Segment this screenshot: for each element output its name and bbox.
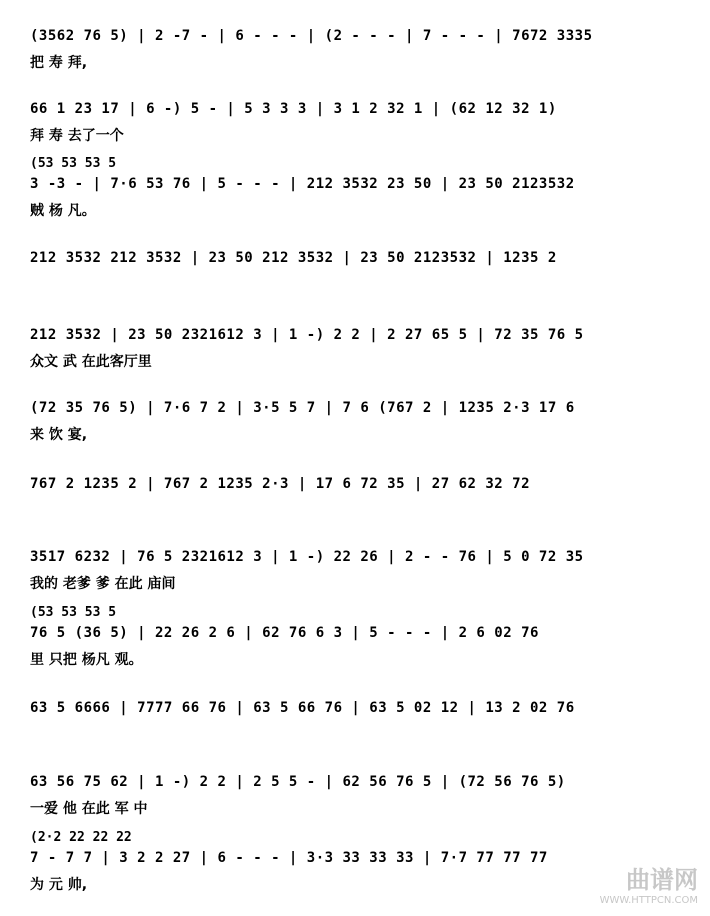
watermark-url: WWW.HTTPCN.COM: [599, 895, 698, 906]
notation-line: (72 35 76 5) | 7·6 7 2 | 3·5 5 7 | 7 6 (767 2 | 1235 2·3 17 6: [30, 400, 575, 416]
watermark-logo: 曲谱网: [626, 866, 698, 894]
lyrics-line: 一爱 他 在此 军 中: [30, 801, 148, 817]
lyrics-line: 来 饮 宴,: [30, 427, 88, 443]
notation-line: 7 - 7 7 | 3 2 2 27 | 6 - - - | 3·3 33 33 33 | 7·7 77 77 77: [30, 850, 548, 866]
lyrics-line: 我的 老爹 爹 在此 庙间: [30, 576, 176, 592]
lyrics-line: 拜 寿 去了一个: [30, 128, 124, 144]
lyrics-line: 为 元 帅,: [30, 877, 88, 893]
notation-line: 3517 6232 | 76 5 2321612 3 | 1 -) 22 26 | 2 - - 76 | 5 0 72 35: [30, 549, 584, 565]
notation-line: 767 2 1235 2 | 767 2 1235 2·3 | 17 6 72 35 | 27 62 32 72: [30, 476, 531, 492]
notation-line: 3 -3 - | 7·6 53 76 | 5 - - - | 212 3532 23 50 | 23 50 2123532: [30, 176, 575, 192]
cue-notation: (53 53 53 5: [30, 156, 117, 171]
notation-line: 63 5 6666 | 7777 66 76 | 63 5 66 76 | 63 5 02 12 | 13 2 02 76: [30, 700, 575, 716]
lyrics-line: 里 只把 杨凡 观。: [30, 652, 143, 668]
cue-notation: (2·2 22 22 22: [30, 830, 132, 845]
lyrics-line: 众文 武 在此客厅里: [30, 354, 152, 370]
notation-line: 66 1 23 17 | 6 -) 5 - | 5 3 3 3 | 3 1 2 32 1 | (62 12 32 1): [30, 101, 557, 117]
watermark: [600, 860, 698, 906]
notation-line: 212 3532 212 3532 | 23 50 212 3532 | 23 50 2123532 | 1235 2: [30, 250, 557, 266]
lyrics-line: 把 寿 拜,: [30, 55, 88, 71]
notation-line: 76 5 (36 5) | 22 26 2 6 | 62 76 6 3 | 5 - - - | 2 6 02 76: [30, 625, 539, 641]
notation-line: 212 3532 | 23 50 2321612 3 | 1 -) 2 2 | 2 27 65 5 | 72 35 76 5: [30, 327, 584, 343]
cue-notation: (53 53 53 5: [30, 605, 117, 620]
lyrics-line: 贼 杨 凡。: [30, 203, 96, 219]
notation-line: 63 56 75 62 | 1 -) 2 2 | 2 5 5 - | 62 56 76 5 | (72 56 76 5): [30, 774, 566, 790]
notation-line: (3562 76 5) | 2 -7 - | 6 - - - | (2 - - - | 7 - - - | 7672 3335: [30, 28, 593, 44]
